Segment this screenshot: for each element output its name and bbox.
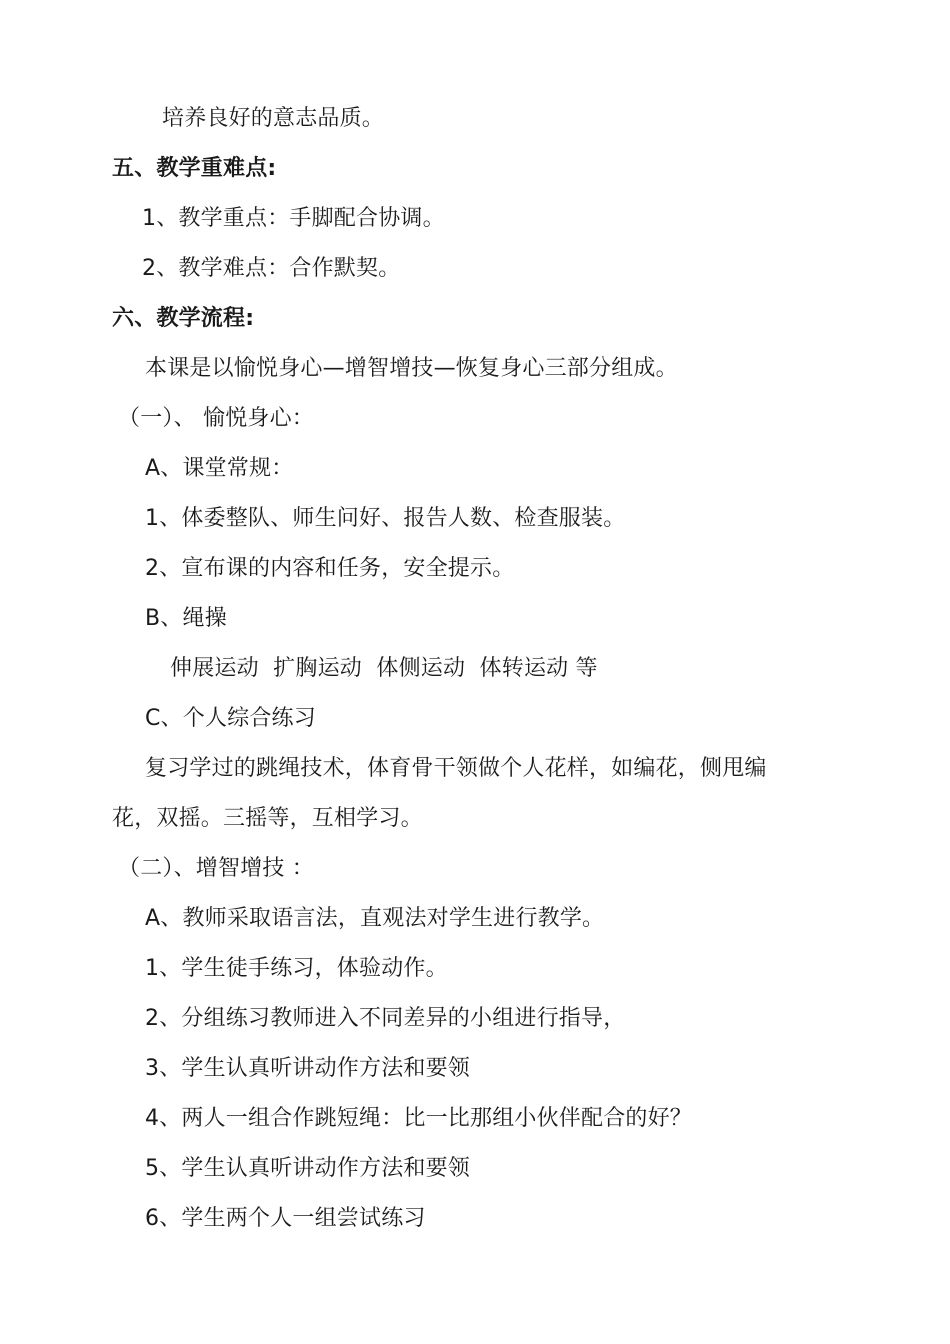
- list-item: 1、教学重点：手脚配合协调。: [142, 206, 445, 231]
- text-line: 本课是以愉悦身心—增智增技—恢复身心三部分组成。: [145, 356, 678, 381]
- list-item: B、绳操: [145, 606, 227, 631]
- list-item: 3、学生认真听讲动作方法和要领: [145, 1056, 470, 1081]
- list-item: A、课堂常规：: [145, 456, 294, 481]
- section-heading-five: 五、教学重难点:: [112, 156, 277, 181]
- subsection-heading: （二）、增智增技 ：: [118, 856, 314, 881]
- list-item: 2、宣布课的内容和任务，安全提示。: [145, 556, 515, 581]
- list-item: 2、分组练习教师进入不同差异的小组进行指导，: [145, 1006, 626, 1031]
- text-line: 花，双摇。三摇等，互相学习。: [112, 806, 423, 831]
- list-item: 6、学生两个人一组尝试练习: [145, 1206, 426, 1231]
- list-item: 4、两人一组合作跳短绳：比一比那组小伙伴配合的好？: [145, 1106, 692, 1131]
- list-item: 1、学生徒手练习，体验动作。: [145, 956, 448, 981]
- subsection-heading: （一）、 愉悦身心：: [118, 406, 314, 431]
- section-heading-six: 六、教学流程:: [112, 306, 255, 331]
- text-line: 复习学过的跳绳技术，体育骨干领做个人花样，如编花，侧甩编: [145, 756, 767, 781]
- list-item: 5、学生认真听讲动作方法和要领: [145, 1156, 470, 1181]
- list-item: 1、体委整队、师生问好、报告人数、检查服装。: [145, 506, 626, 531]
- text-line: 伸展运动 扩胸运动 体侧运动 体转运动 等: [170, 656, 598, 681]
- list-item: 2、教学难点：合作默契。: [142, 256, 401, 281]
- text-line: 培养良好的意志品质。: [162, 106, 385, 131]
- list-item: C、个人综合练习: [145, 706, 316, 731]
- list-item: A、教师采取语言法，直观法对学生进行教学。: [145, 906, 605, 931]
